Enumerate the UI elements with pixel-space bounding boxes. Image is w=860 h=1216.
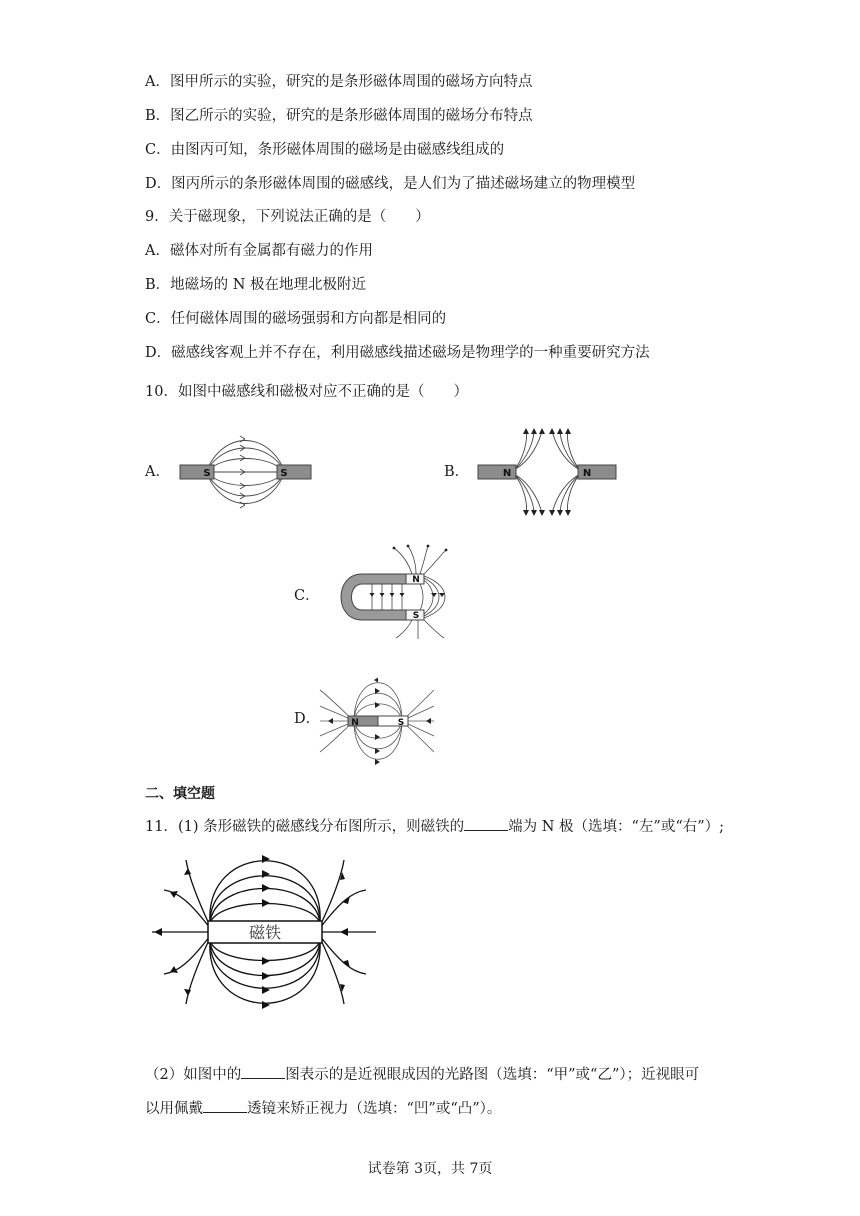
- fig-c-bottom-pole: S: [412, 611, 420, 621]
- fig-d-right-pole: S: [397, 718, 405, 728]
- q10-stem: 10．如图中磁感线和磁极对应不正确的是（ ）: [145, 384, 468, 400]
- q11-part2-line1: [145, 1064, 699, 1085]
- q11-part1-text-pre: 11．(1) 条形磁铁的磁感线分布图所示，则磁铁的: [145, 819, 465, 835]
- q11-magnet-label: 磁铁: [248, 923, 282, 942]
- q8-option-c: C．由图丙可知，条形磁体周围的磁场是由磁感线组成的: [145, 142, 505, 158]
- q8-option-a: A．图甲所示的实验，研究的是条形磁体周围的磁场方向特点: [145, 74, 533, 90]
- fig-c-top-pole: N: [412, 575, 420, 585]
- fig-a-right-pole: S: [280, 468, 288, 479]
- q10-figure-c: [312, 544, 462, 639]
- q11-part1-blank[interactable]: [464, 816, 508, 831]
- q10-label-c: C．: [294, 588, 320, 604]
- q8-option-b: B．图乙所示的实验，研究的是条形磁体周围的磁场分布特点: [145, 108, 533, 124]
- fig-b-left-pole: N: [502, 468, 512, 479]
- page-footer: 试卷第 3页，共 7页: [367, 1161, 493, 1177]
- q9-option-a: A．磁体对所有金属都有磁力的作用: [145, 243, 373, 259]
- q11-part1-text-post: 端为 N 极（选填：“左”或“右”）;: [508, 819, 725, 835]
- q8-option-d: D．图丙所示的条形磁体周围的磁感线，是人们为了描述磁场建立的物理模型: [145, 176, 636, 192]
- q11-part2-text-pre: （2）如图中的: [145, 1067, 242, 1083]
- q11-bar-magnet-figure: [150, 852, 380, 1012]
- q9-option-d: D．磁感线客观上并不存在，利用磁感线描述磁场是物理学的一种重要研究方法: [145, 345, 650, 361]
- q11-part2-line2: [145, 1098, 501, 1119]
- fig-d-left-pole: N: [351, 718, 359, 728]
- fig-b-right-pole: N: [582, 468, 592, 479]
- q10-label-a: A．: [145, 464, 170, 480]
- q9-stem: 9．关于磁现象，下列说法正确的是（ ）: [145, 209, 430, 225]
- q11-part2-blank-1[interactable]: [241, 1064, 285, 1079]
- q9-option-b: B．地磁场的 N 极在地理北极附近: [145, 277, 367, 293]
- q11-part2-blank-2[interactable]: [203, 1098, 247, 1113]
- fig-a-left-pole: S: [203, 468, 211, 479]
- q10-figure-d: [318, 676, 436, 766]
- q9-option-c: C．任何磁体周围的磁场强弱和方向都是相同的: [145, 311, 447, 327]
- q10-figure-b: [476, 428, 618, 518]
- q11-part1: [145, 816, 724, 837]
- q10-label-d: D．: [294, 711, 321, 727]
- section-title-fill-in: 二、填空题: [145, 786, 215, 802]
- q11-part2-line2-pre: 以用佩戴: [145, 1101, 203, 1117]
- q11-part2-text-post: 图表示的是近视眼成因的光路图（选填：“甲”或“乙”）；近视眼可: [285, 1067, 700, 1083]
- q11-part2-line2-post: 透镜来矫正视力（选填：“凹”或“凸”）。: [247, 1101, 502, 1117]
- q10-figure-a: [178, 432, 313, 512]
- q10-label-b: B．: [444, 464, 470, 480]
